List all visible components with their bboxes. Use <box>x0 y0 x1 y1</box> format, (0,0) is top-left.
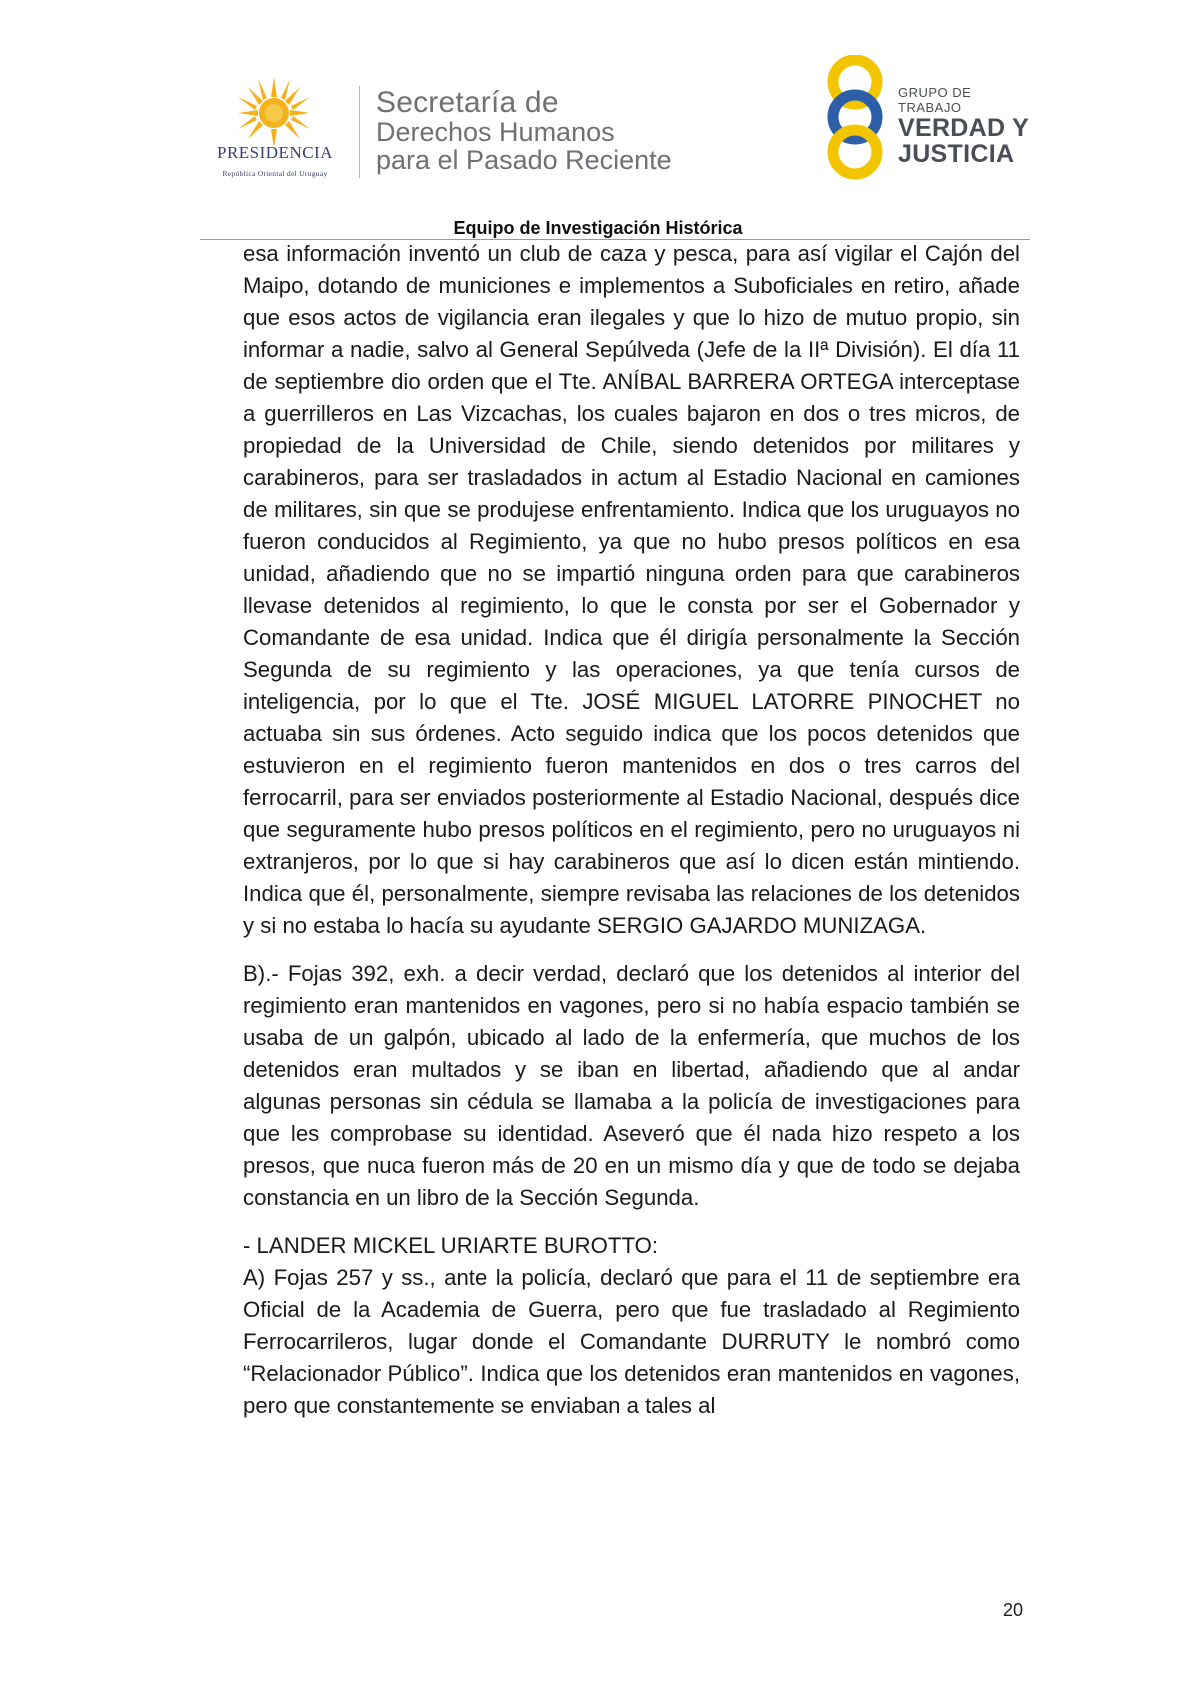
page-number: 20 <box>1003 1600 1024 1620</box>
secretaria-line-1: Secretaría de <box>376 86 559 119</box>
verdad-justicia-text <box>898 85 1038 167</box>
document-body <box>243 238 1020 1438</box>
linked-rings-icon <box>818 55 893 180</box>
presidencia-subtitle: República Oriental del Uruguay <box>222 169 328 178</box>
paragraph: B).- Fojas 392, exh. a decir verdad, declaró que los detenidos al interior del regimiento eran mantenidos en vagones, pero si no había espacio también se usaba de un galpón, ubicado al lado de la enfermería, que muchos de los detenidos eran multados y se iban en libertad, añadiendo que al andar algunas personas sin cédula se llamaba a la policía de investigaciones para que les comprobase su identidad. Aseveró que él nada hizo respeto a los presos, que nuca fueron más de 20 en un mismo día y que de todo se dejaba constancia en un libro de la Sección Segunda. <box>243 961 1020 1210</box>
section-heading: - LANDER MICKEL URIARTE BUROTTO: <box>243 1233 659 1258</box>
paragraph: A) Fojas 257 y ss., ante la policía, declaró que para el 11 de septiembre era Oficial de la Academia de Guerra, pero que fue trasladado al Regimiento Ferrocarrileros, lugar donde el Comandante DURRUTY le nombró como “Relacionador Público”. Indica que los detenidos eran mantenidos en vagones, pero que constantemente se enviaban a tales al <box>243 1265 1020 1418</box>
page-header <box>0 0 1190 250</box>
team-title <box>0 218 1190 239</box>
secretaria-line-2: Derechos Humanos <box>376 117 615 147</box>
secretaria-line-3: para el Pasado Reciente <box>376 145 672 175</box>
secretaria-logo-text <box>376 88 672 174</box>
presidencia-logo <box>200 75 350 185</box>
sun-emblem-icon <box>234 75 314 145</box>
grupo-line-2: VERDAD Y <box>898 114 1030 142</box>
grupo-line-3: JUSTICIA <box>898 140 1015 168</box>
logo-divider <box>359 86 360 178</box>
paragraph: esa información inventó un club de caza y pesca, para así vigilar el Cajón del Maipo, dotando de municiones e implementos a Suboficiales en retiro, añade que esos actos de vigilancia eran ilegales y que lo hizo de mutuo propio, sin informar a nadie, salvo al General Sepúlveda (Jefe de la IIª División). El día 11 de septiembre dio orden que el Tte. ANÍBAL BARRERA ORTEGA interceptase a guerrilleros en Las Vizcachas, los cuales bajaron en dos o tres micros, de propiedad de la Universidad de Chile, siendo detenidos por militares y carabineros, para ser trasladados in actum al Estadio Nacional en camiones de militares, sin que se produjese enfrentamiento. Indica que los uruguayos no fueron conducidos al Regimiento, ya que no hubo presos políticos en esa unidad, añadiendo que no se impartió ninguna orden para que carabineros llevase detenidos al regimiento, lo que le consta por ser el Gobernador y Comandante de esa unidad. Indica que él dirigía personalmente la Sección Segunda de su regimiento y las operaciones, ya que tenía cursos de inteligencia, por lo que el Tte. JOSÉ MIGUEL LATORRE PINOCHET no actuaba sin sus órdenes. Acto seguido indica que los pocos detenidos que estuvieron en el regimiento fueron mantenidos en dos o tres carros del ferrocarril, para ser enviados posteriormente al Estadio Nacional, después dice que seguramente hubo presos políticos en el regimiento, pero no uruguayos ni extranjeros, por lo que si hay carabineros que así lo dicen están mintiendo. Indica que él, personalmente, siempre revisaba las relaciones de los detenidos y si no estaba lo hacía su ayudante SERGIO GAJARDO MUNIZAGA. <box>243 241 1020 938</box>
verdad-justicia-logo <box>818 55 1038 180</box>
team-title-text: Equipo de Investigación Histórica <box>453 218 743 238</box>
presidencia-name: PRESIDENCIA <box>216 143 333 162</box>
grupo-line-1: GRUPO DE TRABAJO <box>898 85 972 115</box>
